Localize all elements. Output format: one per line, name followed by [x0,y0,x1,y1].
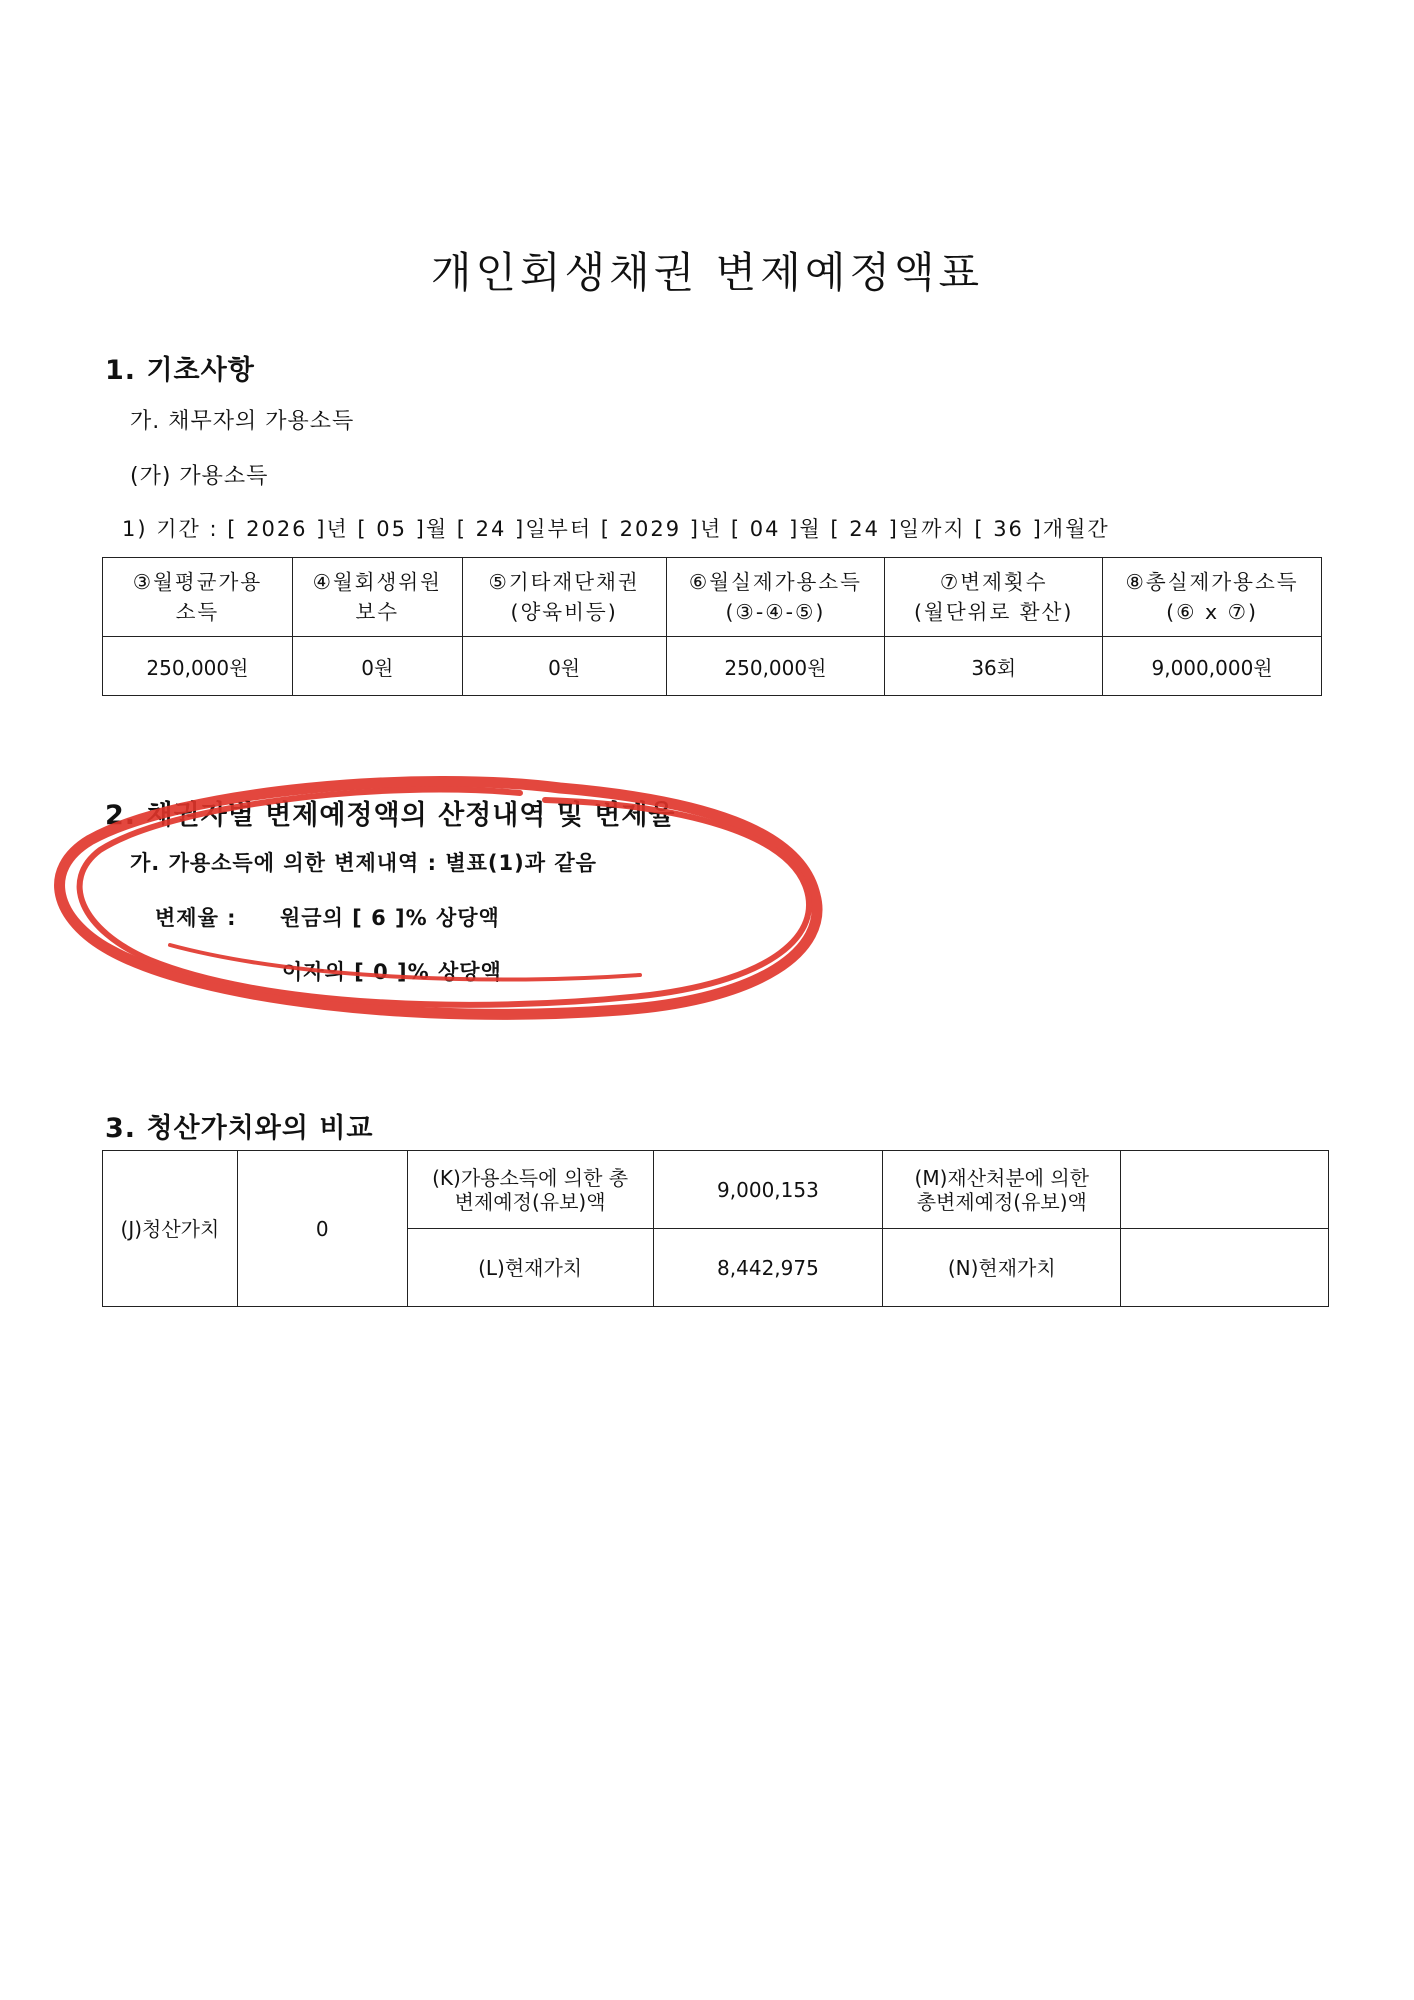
m-value [1121,1151,1329,1229]
income-table-value-row [103,637,1322,696]
value-cell: 0원 [292,637,462,696]
value-cell: 0원 [462,637,666,696]
liquidation-row-1 [103,1151,1329,1229]
value-cell: 250,000원 [666,637,885,696]
income-table [102,557,1322,696]
k-value: 9,000,153 [653,1151,883,1229]
l-label: (L)현재가치 [407,1229,653,1307]
period-line: 1) 기간 : [ 2026 ]년 [ 05 ]월 [ 24 ]일부터 [ 2029 ]년 [ 04 ]월 [ 24 ]일까지 [ 36 ]개월간 [122,517,1110,541]
section2-sub-a: 가. 가용소득에 의한 변제내역 : 별표(1)과 같음 [130,851,597,875]
section1-sub-ga: (가) 가용소득 [130,464,269,489]
k-label: (K)가용소득에 의한 총 변제예정(유보)액 [407,1151,653,1229]
j-value: 0 [237,1151,407,1307]
section1-heading: 1. 기초사항 [105,355,255,386]
income-table-header-row [103,558,1322,637]
header-cell: ⑧총실제가용소득 (⑥ x ⑦) [1103,558,1322,637]
header-cell: ③월평균가용 소득 [103,558,293,637]
m-label: (M)재산처분에 의한 총변제예정(유보)액 [883,1151,1121,1229]
value-cell: 9,000,000원 [1103,637,1322,696]
section2-heading: 2. 채권자별 변제예정액의 산정내역 및 변제율 [105,800,676,831]
header-cell: ⑦변제횟수 (월단위로 환산) [885,558,1103,637]
j-label: (J)청산가치 [103,1151,238,1307]
l-value: 8,442,975 [653,1229,883,1307]
value-cell: 36회 [885,637,1103,696]
document-title: 개인회생채권 변제예정액표 [430,248,984,297]
interest-rate: 이자의 [ 0 ]% 상당액 [282,960,502,984]
header-cell: ⑤기타재단채권 (양육비등) [462,558,666,637]
rate-label: 변제율 : [155,906,237,930]
liquidation-table [102,1150,1329,1307]
header-cell: ⑥월실제가용소득 (③-④-⑤) [666,558,885,637]
n-value [1121,1229,1329,1307]
n-label: (N)현재가치 [883,1229,1121,1307]
section3-heading: 3. 청산가치와의 비교 [105,1113,374,1144]
section1-sub-a: 가. 채무자의 가용소득 [130,409,355,434]
value-cell: 250,000원 [103,637,293,696]
principal-rate: 원금의 [ 6 ]% 상당액 [280,906,500,930]
header-cell: ④월회생위원 보수 [292,558,462,637]
